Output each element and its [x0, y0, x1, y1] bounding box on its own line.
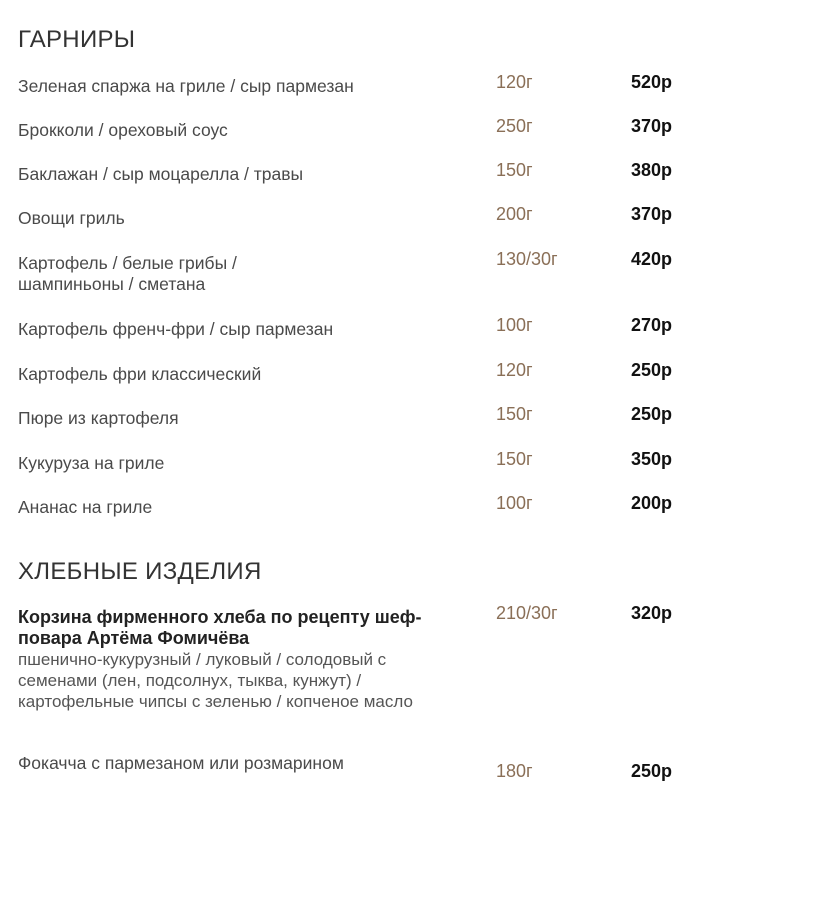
item-weight: 130/30г — [496, 249, 558, 269]
item-name: Овощи гриль — [18, 208, 125, 228]
item-weight: 210/30г — [496, 603, 558, 623]
item-name: Баклажан / сыр моцарелла / травы — [18, 164, 304, 184]
cropped-header-remnant — [0, 0, 817, 4]
item-weight: 150г — [496, 404, 533, 424]
item-name: Пюре из картофеля — [18, 408, 179, 428]
item-weight: 100г — [496, 493, 533, 513]
item-price: 200р — [631, 493, 673, 513]
item-weight: 250г — [496, 116, 533, 136]
item-weight: 120г — [496, 72, 533, 92]
item-price: 250р — [631, 360, 673, 380]
item-price: 370р — [631, 116, 673, 136]
item-name: Кукуруза на гриле — [18, 453, 165, 473]
item-name: Корзина фирменного хлеба по рецепту шеф-повара Артёма Фомичёва — [18, 607, 422, 648]
item-name: Фокачча с пармезаном или розмарином — [18, 753, 344, 773]
item-price: 270р — [631, 315, 673, 335]
item-weight: 180г — [496, 761, 533, 781]
item-name: Брокколи / ореховый соус — [18, 120, 228, 140]
item-price: 520р — [631, 72, 673, 92]
item-weight: 100г — [496, 315, 533, 335]
item-name: Картофель френч-фри / сыр пармезан — [18, 319, 334, 339]
item-name-block — [18, 607, 433, 712]
item-price: 350р — [631, 449, 673, 469]
item-name: Картофель / белые грибы / шампиньоны / сметана — [18, 253, 237, 294]
item-price: 420р — [631, 249, 673, 269]
item-weight: 200г — [496, 204, 533, 224]
item-name: Зеленая спаржа на гриле / сыр пармезан — [18, 76, 354, 96]
item-name: Ананас на гриле — [18, 497, 153, 517]
section-title-garnish: ГАРНИРЫ — [18, 26, 136, 53]
item-price: 380р — [631, 160, 673, 180]
item-name: Картофель фри классический — [18, 364, 262, 384]
item-weight: 150г — [496, 160, 533, 180]
section-title-bread: ХЛЕБНЫЕ ИЗДЕЛИЯ — [18, 558, 262, 585]
item-price: 320р — [631, 603, 673, 623]
item-weight: 120г — [496, 360, 533, 380]
item-price: 370р — [631, 204, 673, 224]
item-weight: 150г — [496, 449, 533, 469]
item-price: 250р — [631, 404, 673, 424]
item-description: пшенично-кукурузный / луковый / солодовый с семенами (лен, подсолнух, тыква, кунжут) / картофельные чипсы с зеленью / копченое масло — [18, 650, 413, 711]
item-price: 250р — [631, 761, 673, 781]
